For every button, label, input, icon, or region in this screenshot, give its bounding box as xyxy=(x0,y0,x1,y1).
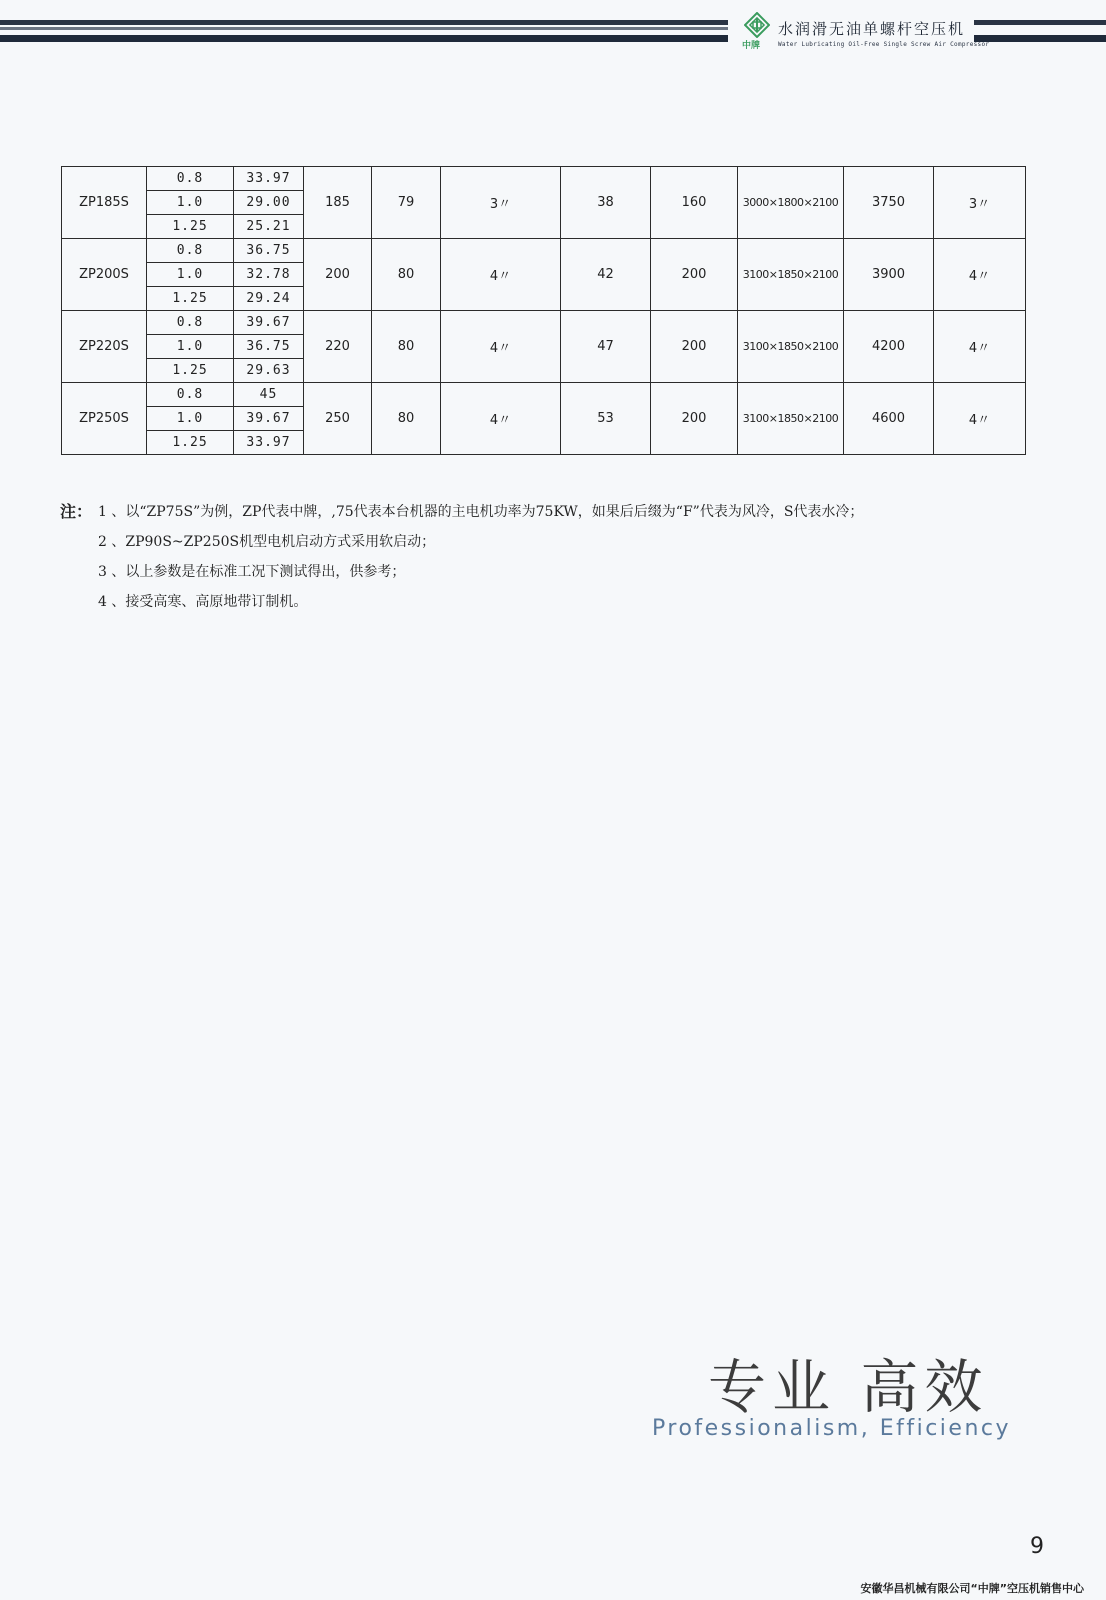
pressure-cell: 1.0 xyxy=(147,191,234,215)
company-logo-icon xyxy=(744,12,770,38)
flow-cell: 29.24 xyxy=(234,287,304,311)
pipe-cell: 4〃 xyxy=(934,383,1026,455)
slogan-cn: 专业 高效 xyxy=(708,1353,989,1421)
note-item: 2 、ZP90S~ZP250S机型电机启动方式采用软启动； xyxy=(98,534,436,550)
power-cell: 220 xyxy=(304,311,372,383)
header-stripe xyxy=(974,35,1106,42)
cooling-cell: 200 xyxy=(651,383,738,455)
table-row xyxy=(62,167,1026,191)
flow-cell: 33.97 xyxy=(234,431,304,455)
flow-cell: 25.21 xyxy=(234,215,304,239)
table-row xyxy=(62,383,1026,407)
water-cell: 42 xyxy=(561,239,651,311)
flow-cell: 29.63 xyxy=(234,359,304,383)
weight-cell: 3900 xyxy=(844,239,934,311)
slogan-en: Professionalism, Efficiency xyxy=(652,1416,1012,1441)
flow-cell: 36.75 xyxy=(234,239,304,263)
pressure-cell: 1.0 xyxy=(147,407,234,431)
power-cell: 185 xyxy=(304,167,372,239)
noise-cell: 80 xyxy=(372,383,441,455)
dimensions-cell: 3100×1850×2100 xyxy=(738,383,844,455)
model-cell: ZP200S xyxy=(62,239,147,311)
logo-text: 中牌 xyxy=(742,41,761,51)
model-cell: ZP185S xyxy=(62,167,147,239)
pressure-cell: 0.8 xyxy=(147,239,234,263)
power-cell: 200 xyxy=(304,239,372,311)
noise-cell: 79 xyxy=(372,167,441,239)
water-cell: 47 xyxy=(561,311,651,383)
pressure-cell: 1.25 xyxy=(147,287,234,311)
flow-cell: 33.97 xyxy=(234,167,304,191)
weight-cell: 4200 xyxy=(844,311,934,383)
header-stripe xyxy=(0,35,728,42)
note-item: 1 、以“ZP75S”为例，ZP代表中牌，,75代表本台机器的主电机功率为75KW，如果后后缀为“F”代表为风冷，S代表水冷； xyxy=(98,504,864,520)
flow-cell: 29.00 xyxy=(234,191,304,215)
dimensions-cell: 3000×1800×2100 xyxy=(738,167,844,239)
cooling-cell: 200 xyxy=(651,311,738,383)
outlet-cell: 4〃 xyxy=(441,239,561,311)
flow-cell: 32.78 xyxy=(234,263,304,287)
header-stripe xyxy=(0,20,728,25)
noise-cell: 80 xyxy=(372,239,441,311)
pressure-cell: 0.8 xyxy=(147,383,234,407)
header-stripe xyxy=(0,27,728,30)
brand-title-en: Water Lubricating Oil-Free Single Screw Air Compressor xyxy=(778,41,990,48)
pressure-cell: 1.25 xyxy=(147,431,234,455)
outlet-cell: 4〃 xyxy=(441,383,561,455)
power-cell: 250 xyxy=(304,383,372,455)
notes-label: 注： xyxy=(60,502,93,521)
pressure-cell: 1.0 xyxy=(147,335,234,359)
pressure-cell: 0.8 xyxy=(147,167,234,191)
cooling-cell: 200 xyxy=(651,239,738,311)
pressure-cell: 1.25 xyxy=(147,359,234,383)
dimensions-cell: 3100×1850×2100 xyxy=(738,311,844,383)
pressure-cell: 1.25 xyxy=(147,215,234,239)
flow-cell: 39.67 xyxy=(234,311,304,335)
brand-header xyxy=(740,8,990,52)
page-number: 9 xyxy=(1030,1534,1044,1559)
water-cell: 38 xyxy=(561,167,651,239)
table-row xyxy=(62,239,1026,263)
flow-cell: 36.75 xyxy=(234,335,304,359)
water-cell: 53 xyxy=(561,383,651,455)
brand-title-cn: 水润滑无油单螺杆空压机 xyxy=(778,20,966,38)
pressure-cell: 1.0 xyxy=(147,263,234,287)
flow-cell: 39.67 xyxy=(234,407,304,431)
model-cell: ZP220S xyxy=(62,311,147,383)
flow-cell: 45 xyxy=(234,383,304,407)
header-stripe xyxy=(974,20,1106,25)
pipe-cell: 4〃 xyxy=(934,311,1026,383)
pipe-cell: 3〃 xyxy=(934,167,1026,239)
model-cell: ZP250S xyxy=(62,383,147,455)
dimensions-cell: 3100×1850×2100 xyxy=(738,239,844,311)
cooling-cell: 160 xyxy=(651,167,738,239)
table-row xyxy=(62,311,1026,335)
pipe-cell: 4〃 xyxy=(934,239,1026,311)
note-item: 4 、接受高寒、高原地带订制机。 xyxy=(98,594,308,610)
note-item: 3 、以上参数是在标准工况下测试得出，供参考； xyxy=(98,564,406,580)
outlet-cell: 3〃 xyxy=(441,167,561,239)
pressure-cell: 0.8 xyxy=(147,311,234,335)
outlet-cell: 4〃 xyxy=(441,311,561,383)
footer-text: 安徽华昌机械有限公司“中牌”空压机销售中心 xyxy=(860,1582,1084,1595)
noise-cell: 80 xyxy=(372,311,441,383)
spec-table xyxy=(61,166,1026,455)
weight-cell: 3750 xyxy=(844,167,934,239)
weight-cell: 4600 xyxy=(844,383,934,455)
